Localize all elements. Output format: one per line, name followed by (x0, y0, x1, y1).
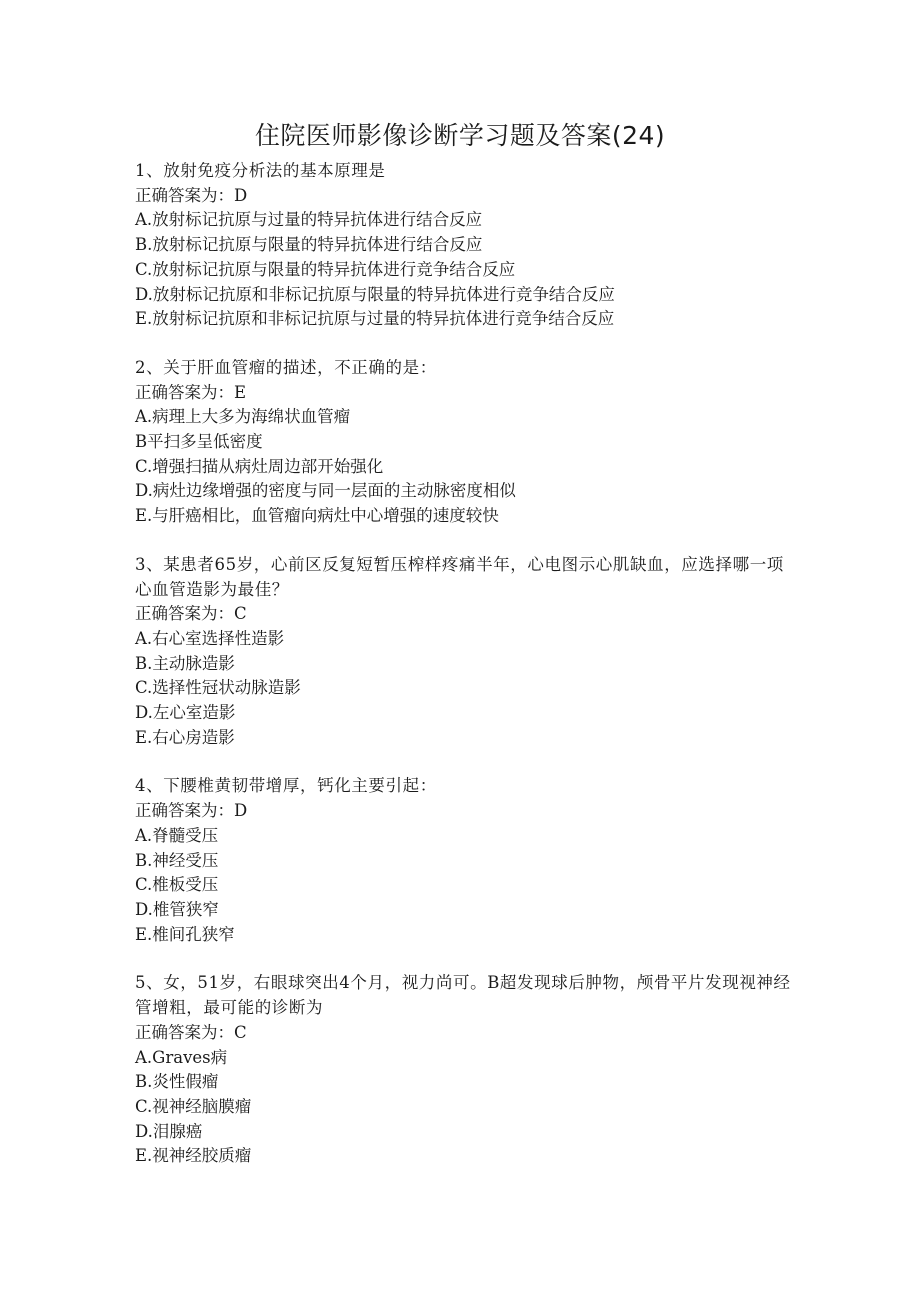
option-c: C.增强扫描从病灶周边部开始强化 (135, 456, 384, 476)
question-1 (135, 159, 795, 332)
question-stem: 1、放射免疫分析法的基本原理是 (135, 161, 386, 180)
option-e: E.椎间孔狭窄 (135, 924, 235, 944)
correct-answer: 正确答案为：C (135, 1022, 247, 1042)
correct-answer: 正确答案为：E (135, 382, 247, 402)
option-c: C.椎板受压 (135, 875, 219, 895)
option-b: B.神经受压 (135, 850, 219, 870)
option-d: D.椎管狭窄 (135, 899, 219, 919)
option-b: B.炎性假瘤 (135, 1072, 219, 1092)
option-a: A.病理上大多为海绵状血管瘤 (135, 407, 351, 427)
question-stem: 5、女，51岁，右眼球突出4个月，视力尚可。B超发现球后肿物，颅骨平片发现视神经管增粗，最可能的诊断为 (135, 973, 791, 1018)
option-a: A.脊髓受压 (135, 825, 219, 845)
document-title: 住院医师影像诊断学习题及答案(24) (254, 121, 666, 150)
option-e: E.与肝癌相比，血管瘤向病灶中心增强的速度较快 (135, 506, 499, 526)
option-a: A.Graves病 (135, 1047, 228, 1067)
question-5 (135, 971, 795, 1169)
question-4 (135, 774, 795, 947)
question-stem: 3、某患者65岁，心前区反复短暂压榨样疼痛半年，心电图示心肌缺血，应选择哪一项心血管造影为最佳？ (135, 554, 784, 599)
option-b: B.主动脉造影 (135, 653, 235, 673)
option-c: C.视神经脑膜瘤 (135, 1096, 252, 1116)
question-stem: 4、下腰椎黄韧带增厚，钙化主要引起： (135, 776, 437, 796)
option-e: E.右心房造影 (135, 727, 235, 747)
option-a: A.右心室选择性造影 (135, 628, 285, 648)
option-d: D.泪腺癌 (135, 1121, 203, 1141)
question-list (135, 159, 795, 1193)
option-e: E.视神经胶质瘤 (135, 1146, 252, 1166)
question-2 (135, 356, 795, 529)
option-b: B.放射标记抗原与限量的特异抗体进行结合反应 (135, 235, 483, 255)
correct-answer: 正确答案为：C (135, 604, 247, 624)
option-b: B平扫多呈低密度 (135, 432, 263, 452)
option-c: C.放射标记抗原与限量的特异抗体进行竞争结合反应 (135, 259, 516, 279)
option-d: D.病灶边缘增强的密度与同一层面的主动脉密度相似 (135, 481, 516, 501)
question-stem: 2、关于肝血管瘤的描述，不正确的是： (135, 357, 437, 377)
option-c: C.选择性冠状动脉造影 (135, 678, 301, 698)
correct-answer: 正确答案为：D (135, 801, 248, 821)
option-d: D.左心室造影 (135, 703, 236, 723)
question-3 (135, 553, 795, 751)
option-e: E.放射标记抗原和非标记抗原与过量的特异抗体进行竞争结合反应 (135, 309, 615, 329)
option-d: D.放射标记抗原和非标记抗原与限量的特异抗体进行竞争结合反应 (135, 284, 615, 304)
option-a: A.放射标记抗原与过量的特异抗体进行结合反应 (135, 210, 483, 230)
correct-answer: 正确答案为：D (135, 185, 248, 205)
